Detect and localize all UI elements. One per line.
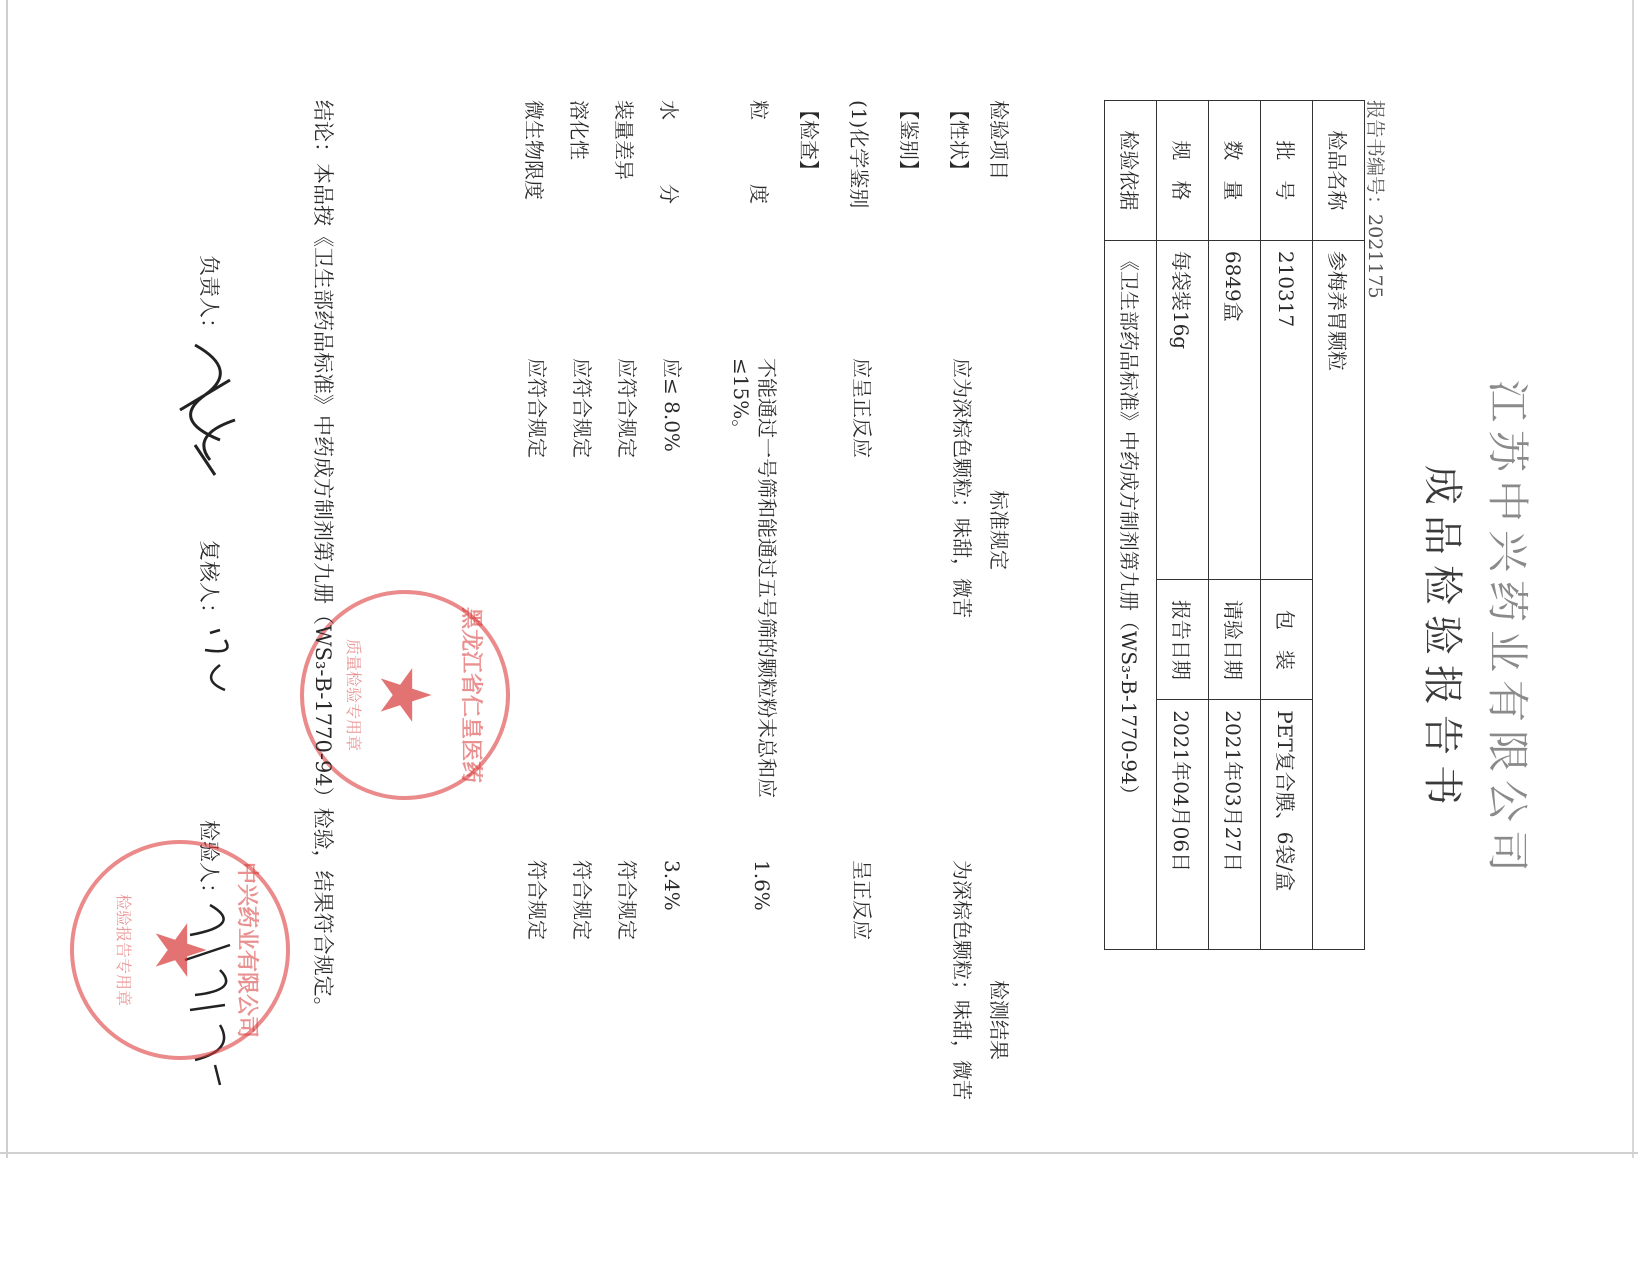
product-info-table (1104, 100, 1365, 950)
item-result: 为深棕色颗粒；味甜，微苦 (950, 860, 974, 1100)
batch-label: 批 号 (1261, 101, 1313, 241)
item-name: 水 分 (657, 100, 681, 226)
item-result: 呈正反应 (850, 860, 874, 940)
report-date-value: 2021年04月06日 (1157, 700, 1209, 950)
item-standard: 不能通过一号筛和能通过五号筛的颗粒粉末总和应≤15%。 (729, 358, 779, 798)
report-date-label: 报告日期 (1157, 580, 1209, 700)
basis-label: 检验依据 (1105, 101, 1157, 241)
info-row-spec (1157, 101, 1209, 950)
basis-value: 《卫生部药品标准》中药成方制剂第九册（WS₃-B-1770-94） (1105, 240, 1157, 949)
quantity-value: 6849盒 (1209, 240, 1261, 580)
header-result: 检测结果 (987, 980, 1011, 1060)
star-icon: ★ (364, 663, 446, 727)
package-value: PET复合膜、6袋/盒 (1261, 700, 1313, 950)
inspection-report-document (40, 40, 1540, 1120)
responsible-person-label: 负责人： (197, 255, 221, 339)
info-row-basis (1105, 101, 1157, 950)
hospital-stamp-text: 黑龙江省仁皇医药 (458, 606, 484, 783)
scan-edge-right (1632, 0, 1634, 1158)
header-standard: 标准规定 (987, 490, 1011, 570)
item-standard: 应≤ 8.0% (660, 358, 684, 452)
scan-edge-left (6, 0, 8, 1158)
info-row-batch (1261, 101, 1313, 950)
report-number (1363, 100, 1390, 299)
item-standard: 应符合规定 (615, 358, 639, 458)
item-name: 微生物限度 (522, 100, 546, 200)
item-standard: 应呈正反应 (850, 358, 874, 458)
header-item: 检验项目 (987, 100, 1011, 180)
spec-value: 每袋装16g (1157, 240, 1209, 580)
item-result: 1.6% (750, 860, 774, 911)
item-standard: 应符合规定 (525, 358, 549, 458)
item-name: 溶化性 (567, 100, 591, 160)
request-date-value: 2021年03月27日 (1209, 700, 1261, 950)
scan-edge-bottom (0, 1152, 1638, 1154)
package-label: 包 装 (1261, 580, 1313, 700)
item-result: 符合规定 (525, 860, 549, 940)
item-result: 符合规定 (570, 860, 594, 940)
report-number-label: 报告书编号： (1364, 100, 1386, 215)
item-name: 装量差异 (612, 100, 636, 180)
responsible-signature (170, 340, 250, 490)
item-name: 【检查】 (797, 100, 821, 180)
info-row-quantity (1209, 101, 1261, 950)
conclusion-text: 结论：本品按《卫生部药品标准》中药成方制剂第九册（WS₃-B-1770-94）检验，结果符合规定。 (311, 100, 335, 1018)
star-icon: ★ (139, 918, 221, 982)
company-stamp-subtext: 检验报告专用章 (114, 893, 133, 1006)
report-title: 成品检验报告书 (1419, 465, 1465, 815)
spec-label: 规 格 (1157, 101, 1209, 241)
item-result: 符合规定 (615, 860, 639, 940)
hospital-stamp-subtext: 质量检验专用章 (344, 638, 363, 751)
item-name: 【性状】 (947, 100, 971, 180)
item-standard: 应为深棕色颗粒；味甜，微苦 (950, 358, 974, 618)
product-label: 检品名称 (1313, 101, 1365, 241)
inspector-label: 检验人： (197, 820, 221, 904)
company-name: 江苏中兴药业有限公司 (1483, 379, 1532, 880)
batch-value: 210317 (1261, 240, 1313, 580)
item-result: 3.4% (660, 860, 684, 911)
info-row-product (1313, 101, 1365, 950)
item-standard: 应符合规定 (570, 358, 594, 458)
report-number-value: 2021175 (1364, 214, 1386, 299)
reviewer-label: 复核人： (197, 540, 221, 624)
request-date-label: 请验日期 (1209, 580, 1261, 700)
item-name: 粒 度 (747, 100, 771, 226)
quantity-label: 数 量 (1209, 101, 1261, 241)
item-name: (1)化学鉴别 (847, 100, 871, 209)
item-name: 【鉴别】 (897, 100, 921, 180)
company-stamp-text: 中兴药业有限公司 (234, 861, 260, 1038)
reviewer-signature (190, 625, 240, 705)
company-inspection-stamp (70, 840, 290, 1060)
product-value: 参梅养胃颗粒 (1313, 240, 1365, 949)
